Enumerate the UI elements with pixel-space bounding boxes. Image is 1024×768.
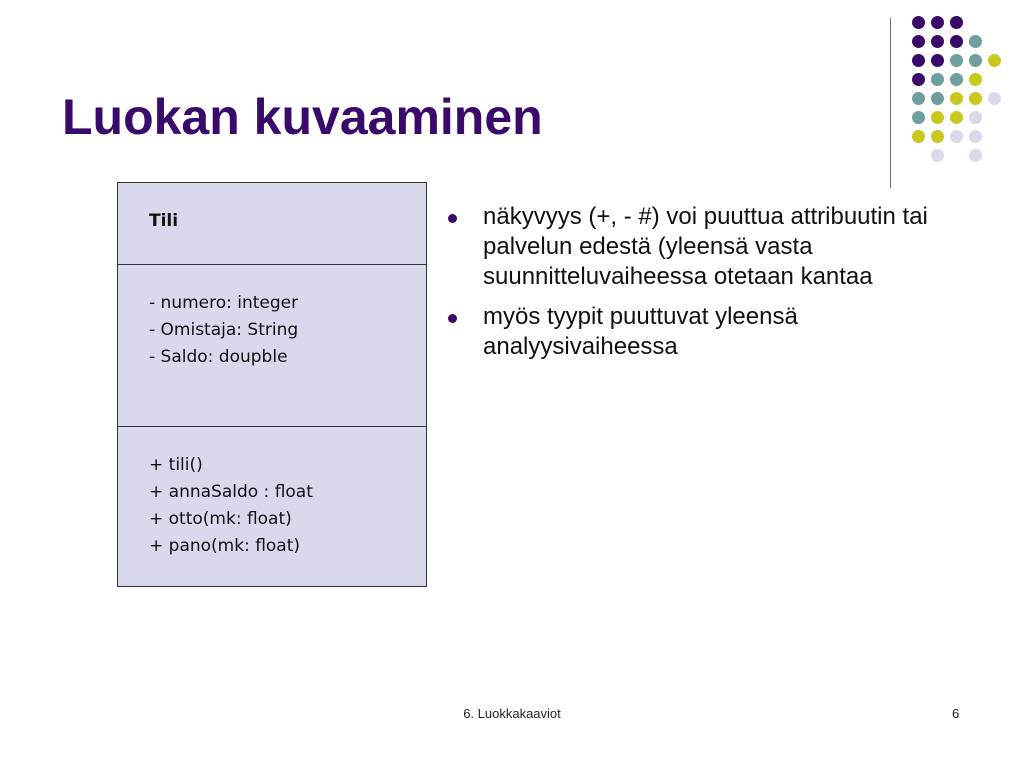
bullet-text: myös tyypit puuttuvat yleensä analyysivaiheessa [483,303,798,360]
uml-operation: + annaSaldo : float [149,482,313,502]
uml-attributes [149,290,298,371]
decorative-dot [912,54,925,67]
decorative-dot [912,35,925,48]
uml-operation: + otto(mk: float) [149,509,292,529]
decorative-dot [912,130,925,143]
decorative-dot [931,16,944,29]
decorative-dot [969,130,982,143]
decorative-dot [969,149,982,162]
bullet-text: näkyvyys (+, - #) voi puuttua attribuutin tai palvelun edestä (yleensä vasta suunnitteluvaiheessa otetaan kantaa [483,203,928,290]
bullet-list [448,202,988,372]
decorative-dot [950,73,963,86]
decorative-dot [931,73,944,86]
uml-compartment-divider [118,264,426,265]
decorative-dot [950,54,963,67]
bullet-item [448,202,988,292]
decorative-dot [969,111,982,124]
decorative-dot [969,73,982,86]
decorative-dot [931,130,944,143]
decorative-dot [912,16,925,29]
uml-compartment-divider [118,426,426,427]
decorative-dot [912,92,925,105]
decorative-dot [950,111,963,124]
decorative-dot [969,92,982,105]
footer-text: 6. Luokkakaaviot [463,706,561,721]
uml-operations [149,452,313,560]
decorative-dot [931,54,944,67]
decorative-dot [931,111,944,124]
decorative-dot [931,149,944,162]
uml-operation: + pano(mk: float) [149,536,301,556]
decorative-dot [950,16,963,29]
uml-operation: + tili() [149,455,203,475]
bullet-dot-icon [448,314,457,323]
decorative-dot [950,92,963,105]
decorative-dot [969,54,982,67]
uml-attribute: - Omistaja: String [149,320,299,340]
uml-class-name: Tili [149,211,179,231]
decorative-dot [931,35,944,48]
slide-title: Luokan kuvaaminen [62,89,543,145]
decorative-dot [912,111,925,124]
uml-attribute: - numero: integer [149,293,299,313]
uml-attribute: - Saldo: doupble [149,347,288,367]
uml-class-box [117,182,427,587]
decorative-dot [912,73,925,86]
bullet-item [448,302,988,362]
decorative-dot [950,35,963,48]
bullet-dot-icon [448,214,457,223]
decorative-divider-line [890,18,891,188]
decorative-dot [969,35,982,48]
page-number: 6 [952,706,960,721]
decorative-dot [988,54,1001,67]
decorative-dot [931,92,944,105]
decorative-dot [950,130,963,143]
decorative-dot [988,92,1001,105]
